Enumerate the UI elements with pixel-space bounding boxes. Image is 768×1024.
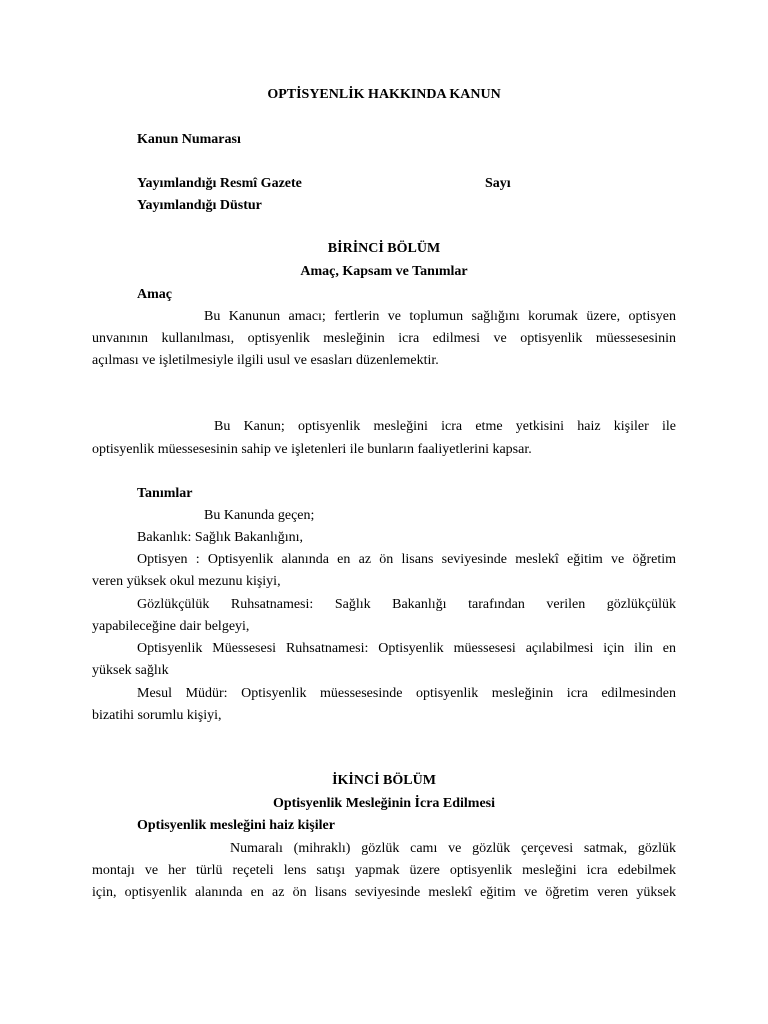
tanim-optisyen-line-1: Optisyen : Optisyenlik alanında en az ön lisans seviyesinde meslekî eğitim ve öğretim	[137, 552, 676, 567]
kanun-numarasi-label: Kanun Numarası	[137, 132, 241, 147]
tanim-muessese-line-1: Optisyenlik Müessesesi Ruhsatnamesi: Optisyenlik müessesesi açılabilmesi için ilin en	[137, 641, 676, 656]
kapsam-line-2: optisyenlik müessesesinin sahip ve işletenleri ile bunların faaliyetlerini kapsar.	[92, 442, 532, 457]
tanim-muessese-line-2: yüksek sağlık	[92, 663, 169, 678]
tanimlar-title: Tanımlar	[137, 486, 193, 501]
sayi-label: Sayı	[485, 176, 511, 191]
amac-line-2: unvanının kullanılması, optisyenlik mesleğinin icra edilmesi ve optisyenlik müessesesinin	[92, 331, 676, 346]
tanim-optisyen-line-2: veren yüksek okul mezunu kişiyi,	[92, 574, 281, 589]
article-title: Optisyenlik mesleğini haiz kişiler	[137, 818, 335, 833]
dustur-label: Yayımlandığı Düstur	[137, 198, 262, 213]
amac-line-1: Bu Kanunun amacı; fertlerin ve toplumun sağlığını korumak üzere, optisyen	[204, 309, 676, 324]
amac-title: Amaç	[137, 287, 172, 302]
tanim-bakanlik: Bakanlık: Sağlık Bakanlığını,	[137, 530, 304, 545]
section2-line-1: Numaralı (mihraklı) gözlük camı ve gözlük çerçevesi satmak, gözlük	[230, 841, 676, 856]
tanim-gozlukculuk-line-1: Gözlükçülük Ruhsatnamesi: Sağlık Bakanlığı tarafından verilen gözlükçülük	[137, 597, 676, 612]
tanim-mesul-line-1: Mesul Müdür: Optisyenlik müessesesinde optisyenlik mesleğinin icra edilmesinden	[137, 686, 676, 701]
section2-line-2: montajı ve her türlü reçeteli lens satışı yapmak üzere optisyenlik mesleğini icra edebilmek	[92, 863, 676, 878]
amac-line-3: açılması ve işletilmesiyle ilgili usul ve esasları düzenlemektir.	[92, 353, 439, 368]
tanimlar-intro: Bu Kanunda geçen;	[204, 508, 315, 523]
section2-subheading: Optisyenlik Mesleğinin İcra Edilmesi	[272, 796, 496, 811]
section2-heading: İKİNCİ BÖLÜM	[332, 773, 436, 788]
document-title: OPTİSYENLİK HAKKINDA KANUN	[267, 87, 501, 102]
section1-heading: BİRİNCİ BÖLÜM	[327, 241, 441, 256]
tanim-gozlukculuk-line-2: yapabileceğine dair belgeyi,	[92, 619, 250, 634]
tanim-mesul-line-2: bizatihi sorumlu kişiyi,	[92, 708, 222, 723]
kapsam-line-1: Bu Kanun; optisyenlik mesleğini icra etme yetkisini haiz kişiler ile	[214, 419, 676, 434]
section2-line-3: için, optisyenlik alanında en az ön lisans seviyesinde meslekî eğitim ve öğretim veren yüksek	[92, 885, 676, 900]
section1-subheading: Amaç, Kapsam ve Tanımlar	[300, 264, 468, 279]
resmi-gazete-label: Yayımlandığı Resmî Gazete	[137, 176, 302, 191]
